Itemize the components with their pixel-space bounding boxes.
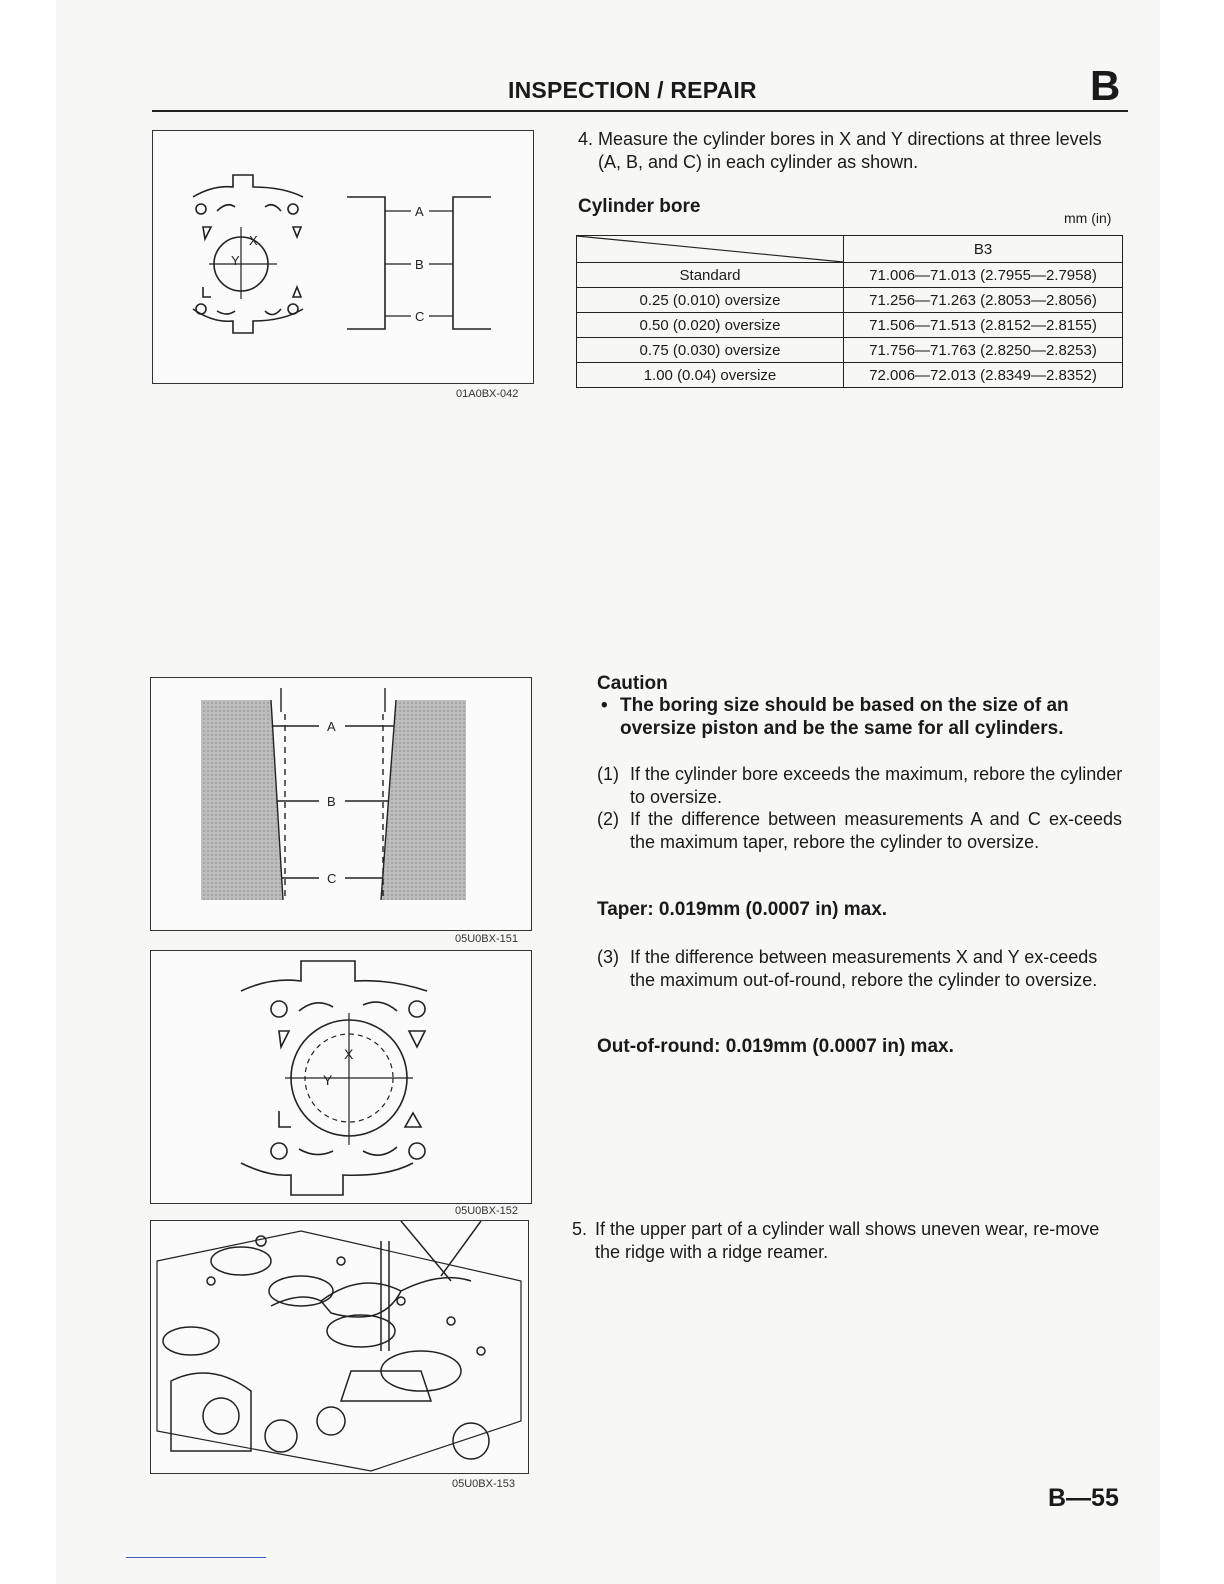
table-row	[577, 263, 1123, 288]
figure-code: 05U0BX-151	[455, 933, 518, 945]
table-row	[577, 338, 1123, 363]
section-letter: B	[1090, 62, 1121, 109]
substep-text: If the difference between measurements X and Y ex-ceeds the maximum out-of-round, rebore the cylinder to oversize.	[630, 947, 1098, 990]
substep-number: (3)	[597, 947, 619, 967]
cylinder-xy-diagram	[153, 131, 533, 383]
out-of-round-spec: Out-of-round: 0.019mm (0.0007 in) max.	[597, 1036, 954, 1057]
table-title: Cylinder bore	[578, 196, 701, 217]
row-label: 0.50 (0.020) oversize	[577, 313, 844, 338]
row-label: Standard	[577, 263, 844, 288]
taper-spec: Taper: 0.019mm (0.0007 in) max.	[597, 899, 888, 920]
column-header: B3	[844, 236, 1123, 263]
footer-link-underline	[126, 1557, 266, 1558]
table-corner-cell	[577, 236, 844, 263]
figure-code: 05U0BX-152	[455, 1205, 518, 1217]
row-value: 71.756—71.763 (2.8250—2.8253)	[844, 338, 1123, 363]
cylinder-bore-table	[576, 235, 1123, 388]
table-row	[577, 363, 1123, 388]
diagonal-line	[577, 236, 843, 262]
page-number: B—55	[1048, 1484, 1119, 1512]
caution-text: The boring size should be based on the size of an oversize piston and be the same for all cylinders.	[620, 695, 1069, 739]
row-value: 71.256—71.263 (2.8053—2.8056)	[844, 288, 1123, 313]
substep-number: (1)	[597, 764, 619, 784]
section-title: INSPECTION / REPAIR	[508, 77, 757, 103]
ridge-reamer-illustration	[151, 1221, 528, 1473]
wall-section-diagram	[151, 678, 531, 930]
table-unit: mm (in)	[1064, 210, 1112, 226]
figure-code: 05U0BX-153	[452, 1478, 515, 1490]
table-row	[577, 288, 1123, 313]
label-y: Y	[231, 253, 240, 268]
caution-heading: Caution	[597, 673, 668, 694]
step-text: Measure the cylinder bores in X and Y directions at three levels (A, B, and C) in each cylinder as shown.	[598, 129, 1102, 172]
substep-number: (2)	[597, 809, 619, 829]
figure-code: 01A0BX-042	[456, 388, 519, 400]
substep-text: If the cylinder bore exceeds the maximum, rebore the cylinder to oversize.	[630, 764, 1123, 807]
label-a: A	[415, 204, 424, 219]
figure-wall-section	[150, 677, 532, 931]
substep-text: If the difference between measurements A and C ex-ceeds the maximum taper, rebore the cylinder to oversize.	[630, 809, 1122, 852]
step-text: If the upper part of a cylinder wall shows uneven wear, re-move the ridge with a ridge reamer.	[595, 1219, 1100, 1262]
label-b: B	[415, 257, 424, 272]
table-header-row	[577, 236, 1123, 263]
label-a: A	[327, 719, 336, 734]
step-number: 4.	[578, 129, 594, 149]
row-value: 71.006—71.013 (2.7955—2.7958)	[844, 263, 1123, 288]
row-label: 1.00 (0.04) oversize	[577, 363, 844, 388]
step-number: 5.	[572, 1219, 588, 1239]
row-value: 72.006—72.013 (2.8349—2.8352)	[844, 363, 1123, 388]
figure-measurement-levels	[152, 130, 534, 384]
label-y: Y	[323, 1072, 333, 1088]
table-row	[577, 313, 1123, 338]
label-b: B	[327, 794, 336, 809]
label-x: X	[344, 1046, 354, 1062]
row-value: 71.506—71.513 (2.8152—2.8155)	[844, 313, 1123, 338]
label-c: C	[327, 871, 337, 886]
cylinder-out-of-round-diagram	[151, 951, 531, 1203]
row-label: 0.25 (0.010) oversize	[577, 288, 844, 313]
figure-out-of-round	[150, 950, 532, 1204]
bullet-icon: •	[601, 695, 608, 716]
header-divider	[152, 110, 1128, 112]
label-x: X	[249, 233, 258, 248]
figure-ridge-reamer	[150, 1220, 529, 1474]
row-label: 0.75 (0.030) oversize	[577, 338, 844, 363]
label-c: C	[415, 309, 425, 324]
